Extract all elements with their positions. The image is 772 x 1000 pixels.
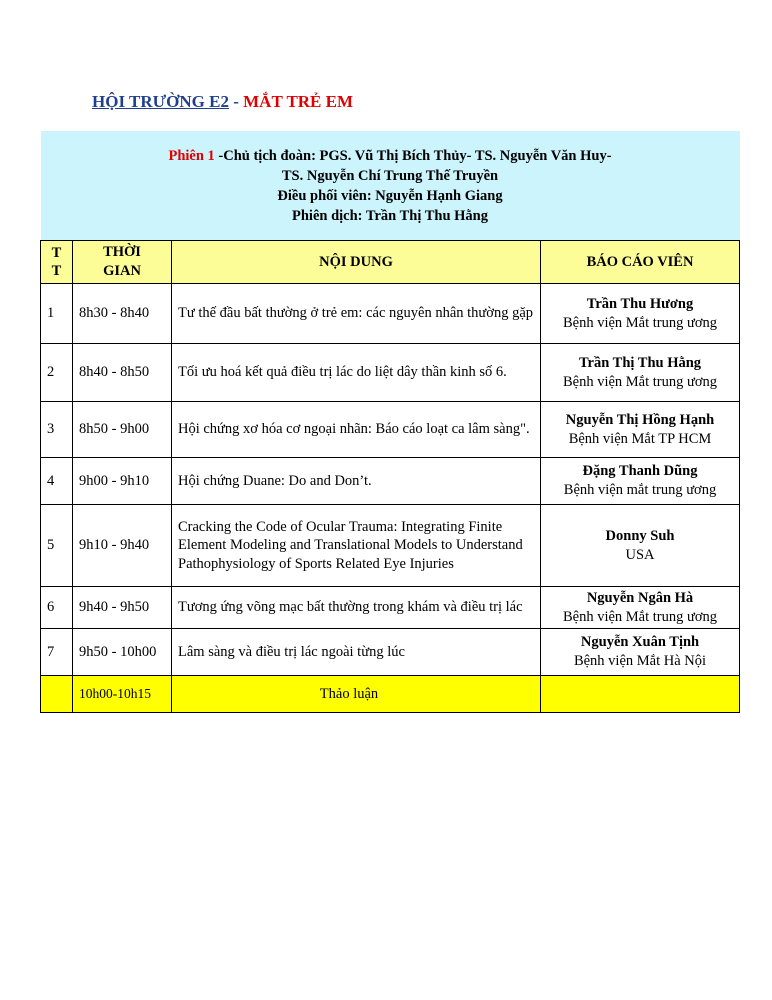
row-time: 9h10 - 9h40 [73, 505, 172, 587]
speaker-affiliation: Bệnh viện Mắt Hà Nội [573, 653, 707, 669]
title-separator: - [228, 92, 244, 111]
speaker-name: Đặng Thanh Dũng [582, 463, 698, 479]
row-number: 6 [41, 587, 73, 629]
speaker-affiliation: Bệnh viện Mắt trung ương [562, 373, 718, 390]
row-time: 9h40 - 9h50 [73, 587, 172, 629]
row-number: 1 [41, 284, 73, 344]
speaker-affiliation: Bệnh viện Mắt trung ương [562, 608, 718, 625]
row-number: 4 [41, 458, 73, 505]
session-coordinator: Điều phối viên: Nguyễn Hạnh Giang [277, 187, 503, 204]
row-speaker [541, 284, 740, 344]
session-header-row [41, 131, 740, 241]
speaker-affiliation: USA [625, 546, 655, 563]
discussion-time: 10h00-10h15 [73, 676, 172, 713]
speaker-name: Trần Thu Hương [586, 295, 694, 312]
discussion-row [41, 676, 740, 713]
speaker-affiliation: Bệnh viện mắt trung ương [563, 482, 717, 498]
row-number: 2 [41, 344, 73, 402]
header-speaker: BÁO CÁO VIÊN [541, 241, 740, 284]
page-title [92, 92, 353, 112]
discussion-speaker [541, 676, 740, 713]
row-topic: Tư thế đầu bất thường ở trẻ em: các nguyên nhân thường gặp [172, 284, 541, 344]
speaker-name: Donny Suh [605, 527, 675, 544]
speaker-affiliation: Bệnh viện Mắt TP HCM [568, 430, 712, 447]
row-number: 7 [41, 629, 73, 676]
row-time: 8h40 - 8h50 [73, 344, 172, 402]
session-label: Phiên 1 [168, 147, 215, 164]
row-topic: Lâm sàng và điều trị lác ngoài từng lúc [172, 629, 541, 676]
row-speaker [541, 344, 740, 402]
table-row [41, 505, 740, 587]
session-chairs: -Chủ tịch đoàn: PGS. Vũ Thị Bích Thủy- TS. Nguyễn Văn Huy- [214, 147, 612, 164]
row-speaker [541, 587, 740, 629]
table-row [41, 284, 740, 344]
speaker-name: Nguyễn Xuân Tịnh [580, 634, 700, 650]
session-interpreter: Phiên dịch: Trần Thị Thu Hằng [292, 207, 488, 224]
speaker-name: Trần Thị Thu Hằng [578, 354, 702, 371]
row-number: 5 [41, 505, 73, 587]
header-time: THỜI GIAN [73, 241, 172, 284]
header-tt: T T [41, 241, 73, 284]
column-header-row [41, 241, 740, 284]
discussion-number [41, 676, 73, 713]
row-time: 8h50 - 9h00 [73, 402, 172, 458]
session-chairs-line [47, 146, 734, 166]
row-speaker [541, 458, 740, 505]
row-topic: Hội chứng Duane: Do and Don’t. [172, 458, 541, 505]
row-speaker [541, 629, 740, 676]
discussion-label: Thảo luận [172, 676, 541, 713]
speaker-affiliation: Bệnh viện Mắt trung ương [562, 314, 718, 331]
table-row [41, 344, 740, 402]
table-row [41, 402, 740, 458]
row-topic: Tương ứng võng mạc bất thường trong khám và điều trị lác [172, 587, 541, 629]
row-time: 8h30 - 8h40 [73, 284, 172, 344]
hall-name: HỘI TRƯỜNG E2 [92, 92, 229, 111]
row-time: 9h00 - 9h10 [73, 458, 172, 505]
session-chairs-line2: TS. Nguyễn Chí Trung Thế Truyền [281, 167, 499, 184]
agenda-table [40, 131, 740, 713]
row-time: 9h50 - 10h00 [73, 629, 172, 676]
row-topic: Hội chứng xơ hóa cơ ngoại nhãn: Báo cáo loạt ca lâm sàng". [172, 402, 541, 458]
table-row [41, 458, 740, 505]
table-row [41, 587, 740, 629]
header-content: NỘI DUNG [172, 241, 541, 284]
speaker-name: Nguyễn Thị Hồng Hạnh [565, 411, 715, 428]
row-topic: Tối ưu hoá kết quả điều trị lác do liệt dây thần kinh số 6. [172, 344, 541, 402]
row-number: 3 [41, 402, 73, 458]
row-speaker [541, 505, 740, 587]
row-speaker [541, 402, 740, 458]
speaker-name: Nguyễn Ngân Hà [586, 589, 694, 606]
session-info [41, 131, 740, 241]
hall-topic: MẮT TRẺ EM [243, 92, 354, 111]
table-row [41, 629, 740, 676]
row-topic: Cracking the Code of Ocular Trauma: Integrating Finite Element Modeling and Translational Models to Understand Pathophysiology of Sports Related Eye Injuries [172, 505, 541, 587]
